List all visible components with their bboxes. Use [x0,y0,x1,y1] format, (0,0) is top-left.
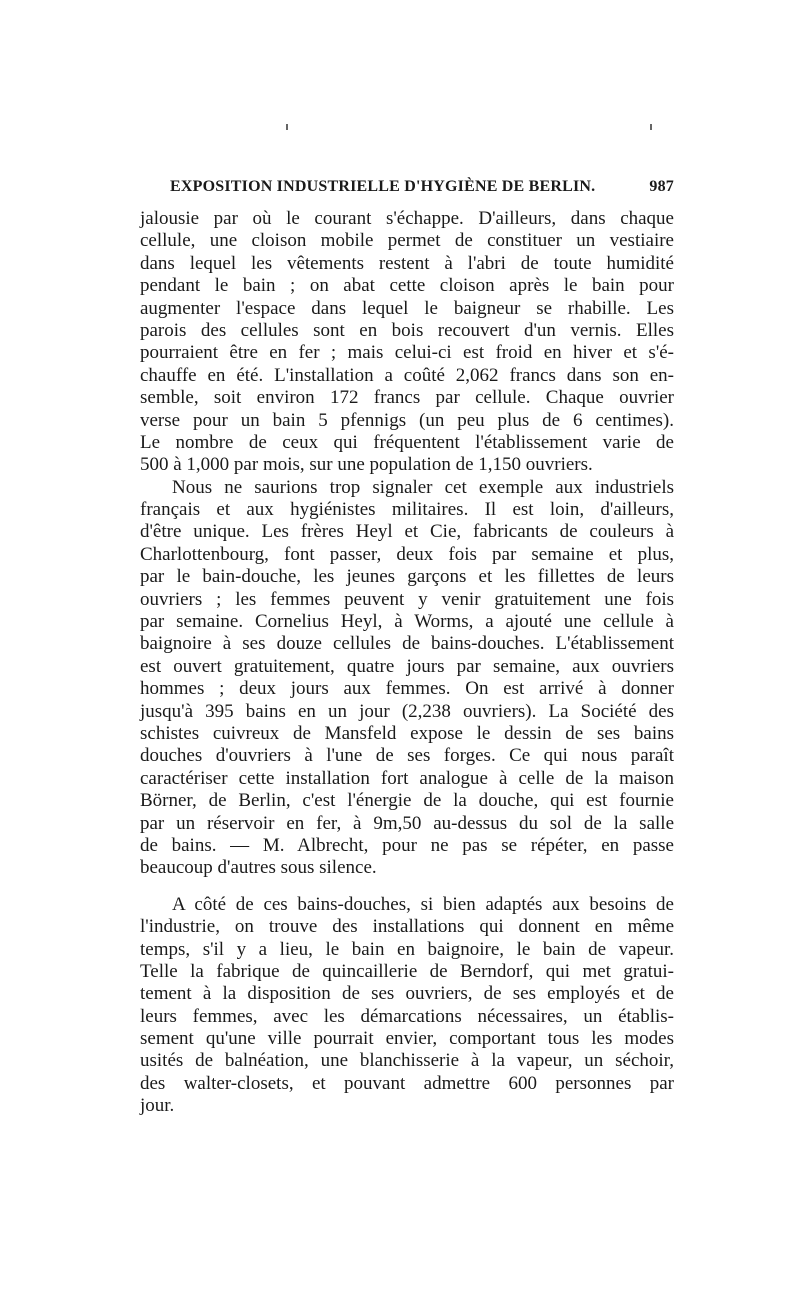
paragraph-1 [140,208,674,477]
text-line: leurs femmes, avec les démarcations nécessaires, un établis- [140,1005,674,1027]
text-line: chauffe en été. L'installation a coûté 2,062 francs dans son en- [140,364,674,386]
text-line: verse pour un bain 5 pfennigs (un peu plus de 6 centimes). [140,409,674,431]
book-page [140,178,674,1118]
text-line: Telle la fabrique de quincaillerie de Berndorf, qui met gratui- [140,960,674,982]
ink-speck [650,124,652,130]
running-head [170,178,674,202]
text-line: d'être unique. Les frères Heyl et Cie, fabricants de couleurs à [140,521,674,543]
text-line: par semaine. Cornelius Heyl, à Worms, a ajouté une cellule à [140,611,674,633]
text-line: usités de balnéation, une blanchisserie à la vapeur, un séchoir, [140,1050,674,1072]
text-line: hommes ; deux jours aux femmes. On est arrivé à donner [140,678,674,700]
text-line: par un réservoir en fer, à 9m,50 au-dessus du sol de la salle [140,812,674,834]
text-line: dans lequel les vêtements restent à l'abri de toute humidité [140,252,674,274]
text-line: jalousie par où le courant s'échappe. D'ailleurs, dans chaque [140,208,674,229]
text-line: douches d'ouvriers à l'une de ses forges. Ce qui nous paraît [140,745,674,767]
text-line: caractériser cette installation fort analogue à celle de la maison [140,767,674,789]
paragraph-spacer [140,880,674,894]
text-line: de bains. — M. Albrecht, pour ne pas se répéter, en passe [140,834,674,856]
text-line: tement à la disposition de ses ouvriers, de ses employés et de [140,983,674,1005]
text-line: jusqu'à 395 bains en un jour (2,238 ouvriers). La Société des [140,700,674,722]
text-line: jour. [140,1095,175,1117]
paragraph-2 [140,477,674,880]
ink-speck [286,124,288,130]
text-line: parois des cellules sont en bois recouvert d'un vernis. Elles [140,319,674,341]
text-line: l'industrie, on trouve des installations qui donnent en même [140,916,674,938]
text-line: schistes cuivreux de Mansfeld expose le dessin de ses bains [140,722,674,744]
text-line: cellule, une cloison mobile permet de constituer un vestiaire [140,230,674,252]
text-line: temps, s'il y a lieu, le bain en baignoire, le bain de vapeur. [140,938,674,960]
text-line: beaucoup d'autres sous silence. [140,857,377,879]
running-title: EXPOSITION INDUSTRIELLE D'HYGIÈNE DE BERLIN. [170,178,596,195]
text-line: sement qu'une ville pourrait envier, comportant tous les modes [140,1028,674,1050]
text-line: baignoire à ses douze cellules de bains-douches. L'établissement [140,633,674,655]
text-line: est ouvert gratuitement, quatre jours par semaine, aux ouvriers [140,655,674,677]
text-line: augmenter l'espace dans lequel le baigneur se rhabille. Les [140,297,674,319]
text-line: Börner, de Berlin, c'est l'énergie de la douche, qui est fournie [140,790,674,812]
body-text [140,208,674,1118]
text-line: par le bain-douche, les jeunes garçons et les fillettes de leurs [140,566,674,588]
text-line: des walter-closets, et pouvant admettre 600 personnes par [140,1072,674,1094]
text-line: pourraient être en fer ; mais celui-ci est froid en hiver et s'é- [140,342,674,364]
paragraph-3 [140,894,674,1118]
text-line: ouvriers ; les femmes peuvent y venir gratuitement une fois [140,588,674,610]
text-line: Le nombre de ceux qui fréquentent l'établissement varie de [140,431,674,453]
text-line: Nous ne saurions trop signaler cet exemple aux industriels [172,476,674,498]
text-line: semble, soit environ 172 francs par cellule. Chaque ouvrier [140,387,674,409]
text-line: Charlottenbourg, font passer, deux fois par semaine et plus, [140,543,674,565]
text-line: pendant le bain ; on abat cette cloison après le bain pour [140,275,674,297]
page-number: 987 [649,178,674,195]
text-line: 500 à 1,000 par mois, sur une population de 1,150 ouvriers. [140,454,593,476]
text-line: A côté de ces bains-douches, si bien adaptés aux besoins de [172,893,674,915]
text-line: français et aux hygiénistes militaires. Il est loin, d'ailleurs, [140,499,674,521]
